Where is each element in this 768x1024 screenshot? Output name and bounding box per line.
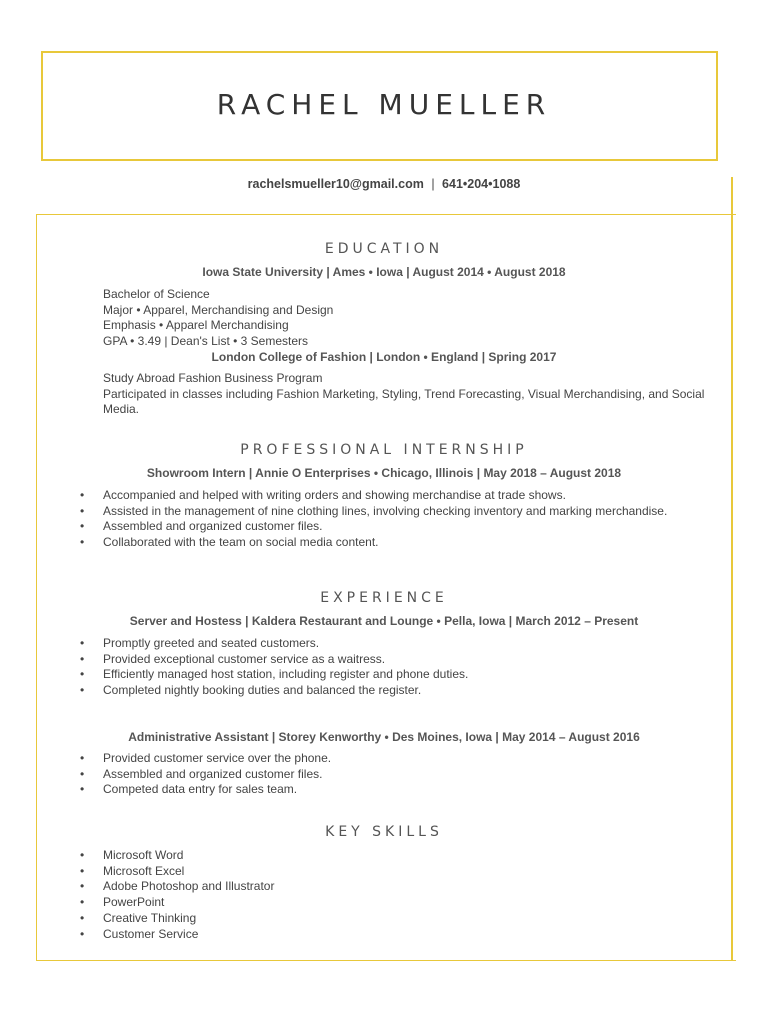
list-item: • Efficiently managed host station, including register and phone duties. bbox=[80, 667, 705, 683]
list-item: • Adobe Photoshop and Illustrator bbox=[80, 879, 705, 895]
education-line: Bachelor of Science bbox=[103, 287, 210, 301]
education-entry-1-details bbox=[103, 287, 713, 350]
list-item: • Provided exceptional customer service as a waitress. bbox=[80, 652, 705, 668]
frame-top-rule bbox=[36, 214, 736, 215]
experience-job-1-title: Server and Hostess | Kaldera Restaurant and Lounge • Pella, Iowa | March 2012 – Present bbox=[129, 614, 639, 628]
internship-bullets bbox=[80, 488, 705, 551]
list-item: • Collaborated with the team on social media content. bbox=[80, 535, 705, 551]
list-item: • Microsoft Excel bbox=[80, 864, 705, 880]
phone-text: 641•204•1088 bbox=[442, 177, 521, 191]
education-line: Emphasis • Apparel Merchandising bbox=[103, 318, 289, 333]
education-line: Study Abroad Fashion Business Program bbox=[103, 371, 323, 385]
list-item: • PowerPoint bbox=[80, 895, 705, 911]
skills-bullets bbox=[80, 848, 705, 942]
list-item: • Assembled and organized customer files. bbox=[80, 519, 705, 535]
experience-job-2-bullets bbox=[80, 751, 705, 798]
list-item: • Customer Service bbox=[80, 927, 705, 943]
skills-heading: KEY SKILLS bbox=[325, 824, 443, 840]
frame-right-rule bbox=[731, 177, 733, 960]
candidate-name: RACHEL MUELLER bbox=[216, 88, 552, 121]
list-item: • Assembled and organized customer files. bbox=[80, 767, 705, 783]
education-heading: EDUCATION bbox=[324, 241, 444, 257]
list-item: • Provided customer service over the phone. bbox=[80, 751, 705, 767]
education-entry-2-title: London College of Fashion | London • England | Spring 2017 bbox=[211, 350, 557, 364]
experience-job-1-bullets bbox=[80, 636, 705, 699]
internship-heading: PROFESSIONAL INTERNSHIP bbox=[240, 442, 528, 458]
frame-left-rule bbox=[36, 214, 37, 961]
education-line: Participated in classes including Fashion Marketing, Styling, Trend Forecasting, Visual Merchandising, and Social Media. bbox=[103, 386, 705, 417]
education-entry-1-title: Iowa State University | Ames • Iowa | August 2014 • August 2018 bbox=[202, 265, 566, 279]
contact-line bbox=[0, 177, 768, 191]
contact-separator: | bbox=[431, 177, 435, 191]
list-item: • Microsoft Word bbox=[80, 848, 705, 864]
list-item: • Creative Thinking bbox=[80, 911, 705, 927]
list-item: • Completed nightly booking duties and balanced the register. bbox=[80, 683, 705, 699]
email-text: rachelsmueller10@gmail.com bbox=[247, 177, 424, 191]
list-item: • Assisted in the management of nine clothing lines, involving checking inventory and marking merchandise. bbox=[80, 504, 705, 520]
experience-job-2-title: Administrative Assistant | Storey Kenworthy • Des Moines, Iowa | May 2014 – August 2016 bbox=[128, 730, 640, 744]
education-entry-2-details bbox=[103, 371, 713, 418]
education-line: Major • Apparel, Merchandising and Design bbox=[103, 302, 334, 317]
list-item: • Promptly greeted and seated customers. bbox=[80, 636, 705, 652]
frame-bottom-rule bbox=[36, 960, 736, 961]
list-item: • Accompanied and helped with writing orders and showing merchandise at trade shows. bbox=[80, 488, 705, 504]
experience-heading: EXPERIENCE bbox=[320, 590, 448, 606]
education-line: GPA • 3.49 | Dean's List • 3 Semesters bbox=[103, 334, 309, 349]
internship-title: Showroom Intern | Annie O Enterprises • Chicago, Illinois | May 2018 – August 2018 bbox=[146, 466, 622, 480]
list-item: • Competed data entry for sales team. bbox=[80, 782, 705, 798]
